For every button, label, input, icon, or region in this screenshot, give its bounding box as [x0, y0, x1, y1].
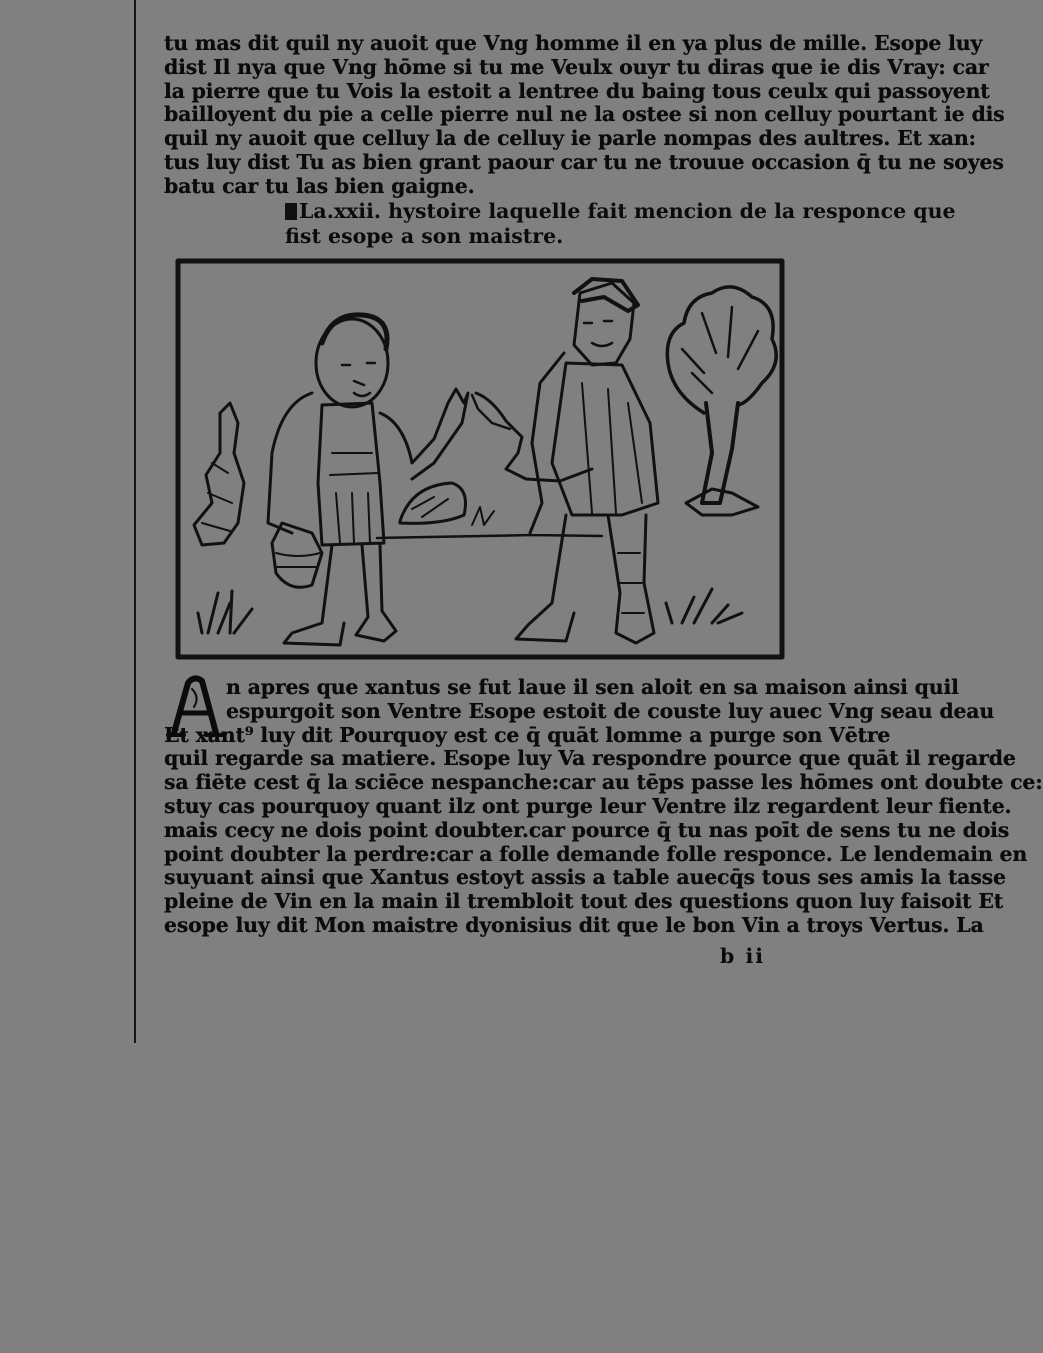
- text-line: esope luy dit Mon maistre dyonisius dit que le bon Vin a troys Vertus. La: [164, 912, 984, 937]
- text-line: pleine de Vin en la main il trembloit tout des questions quon luy faisoit Et: [164, 889, 1004, 914]
- binding-gutter-line: [134, 0, 136, 1043]
- text-line: point doubter la perdre:car a folle demande folle responce. Le lendemain en: [164, 841, 1028, 866]
- woodcut-illustration: [172, 253, 788, 663]
- text-line: batu car tu las bien gaigne.: [164, 173, 475, 198]
- chapter-heading: [285, 199, 956, 248]
- text-line: mais cecy ne dois point doubter.car pource q̄ tu nas poīt de sens tu ne dois: [164, 817, 1010, 842]
- text-line: tus luy dist Tu as bien grant paour car tu ne trouue occasion q̄ tu ne soyes: [164, 149, 1004, 174]
- text-line: dist Il nya que Vng hōme si tu me Veulx ouyr tu diras que ie dis Vray: car: [164, 54, 989, 79]
- text-line: stuy cas pourquoy quant ilz ont purge leur Ventre ilz regardent leur fiente.: [164, 793, 1012, 818]
- bottom-paragraph: [164, 675, 1043, 938]
- heading-text: fist esope a son maistre.: [285, 223, 564, 248]
- heading-text: La.xxii. hystoire laquelle fait mencion de la responce que: [299, 199, 956, 223]
- text-line: n apres que xantus se fut laue il sen aloit en sa maison ainsi quil: [226, 675, 959, 699]
- heading-line-2: [285, 224, 805, 249]
- text-line: sa fiēte cest q̄ la sciēce nespanche:car au tēps passe les hōmes ont doubte ce:: [164, 770, 1043, 795]
- text-line: espurgoit son Ventre Esope estoit de couste luy auec Vng seau deau: [226, 698, 995, 723]
- pilcrow-icon: [285, 203, 297, 220]
- text-line: suyuant ainsi que Xantus estoyt assis a table auecq̄s tous ses amis la tasse: [164, 865, 1006, 890]
- text-line: quil ny auoit que celluy la de celluy ie parle nompas des aultres. Et xan:: [164, 126, 976, 151]
- top-paragraph: [164, 31, 1005, 199]
- text-line: tu mas dit quil ny auoit que Vng homme il en ya plus de mille. Esope luy: [164, 31, 983, 55]
- text-line: Et xant⁹ luy dit Pourquoy est ce q̄ quāt lomme a purge son Vētre: [164, 722, 891, 747]
- signature-mark: b ii: [720, 944, 766, 968]
- text-line: la pierre que tu Vois la estoit a lentree du baing tous ceulx qui passoyent: [164, 78, 990, 103]
- text-line: quil regarde sa matiere. Esope luy Va respondre pource que quāt il regarde: [164, 746, 1016, 771]
- heading-line-1: [285, 199, 956, 224]
- text-line: bailloyent du pie a celle pierre nul ne la ostee si non celluy pourtant ie dis: [164, 102, 1005, 127]
